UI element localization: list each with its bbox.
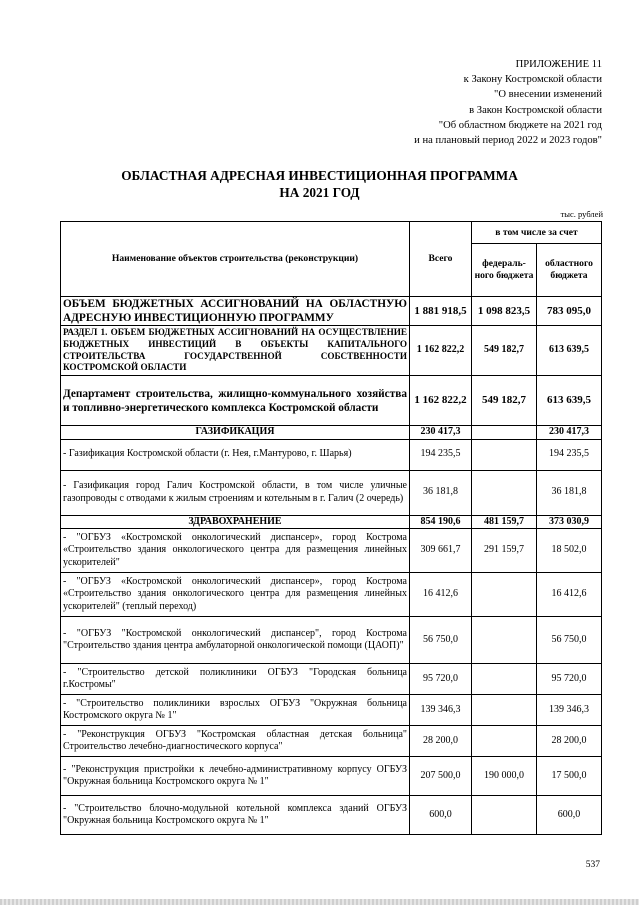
table-row	[61, 439, 602, 470]
row-name: - "Реконструкция ОГБУЗ "Костромская областная детская больница" Строительство лечебно-диагностического корпуса"	[61, 726, 410, 757]
row-regional: 139 346,3	[537, 695, 602, 726]
row-name: - Газификация город Галич Костромской области, в том числе уличные газопроводы с отводами к жилым строениям и котельным в г. Галич (2 очередь)	[61, 470, 410, 515]
row-federal	[472, 664, 537, 695]
title-line-1: ОБЛАСТНАЯ АДРЕСНАЯ ИНВЕСТИЦИОННАЯ ПРОГРАММА	[121, 168, 518, 183]
table-row	[61, 470, 602, 515]
row-total: 230 417,3	[410, 426, 472, 440]
row-name: - "Строительство детской поликлиники ОГБУЗ "Городская больница г.Костромы"	[61, 664, 410, 695]
row-federal: 190 000,0	[472, 757, 537, 796]
table-row-section	[61, 326, 602, 376]
row-name: - "Строительство блочно-модульной котельной комплекса зданий ОГБУЗ "Окружная больница Костромского округа № 1"	[61, 796, 410, 835]
row-federal: 549 182,7	[472, 376, 537, 426]
table-row	[61, 796, 602, 835]
row-name: ГАЗИФИКАЦИЯ	[61, 426, 410, 440]
page-number: 537	[585, 860, 600, 870]
table-row	[61, 664, 602, 695]
row-name: - "ОГБУЗ «Костромской онкологический диспансер», город Кострома «Строительство здания онкологического центра для размещения линейных ускорителей" (теплый переход)	[61, 573, 410, 617]
table-row-group	[61, 515, 602, 529]
row-regional: 95 720,0	[537, 664, 602, 695]
row-total: 207 500,0	[410, 757, 472, 796]
row-federal	[472, 573, 537, 617]
header-total: Всего	[410, 222, 472, 297]
row-total: 600,0	[410, 796, 472, 835]
header-regional: областного бюджета	[537, 244, 602, 297]
row-name: - "ОГБУЗ «Костромской онкологический диспансер», город Кострома «Строительство здания онкологического центра для размещения линейных ускорителей"	[61, 529, 410, 573]
row-federal: 291 159,7	[472, 529, 537, 573]
row-federal	[472, 695, 537, 726]
row-total: 309 661,7	[410, 529, 472, 573]
row-federal	[472, 439, 537, 470]
row-name: - "ОГБУЗ "Костромской онкологический диспансер", город Кострома "Строительство здания центра амбулаторной онкологической помощи (ЦАОП)"	[61, 617, 410, 664]
table-row	[61, 757, 602, 796]
row-total: 16 412,6	[410, 573, 472, 617]
table-row-department	[61, 376, 602, 426]
header-name: Наименование объектов строительства (реконструкции)	[61, 222, 410, 297]
row-regional: 600,0	[537, 796, 602, 835]
row-regional: 373 030,9	[537, 515, 602, 529]
appendix-line: "О внесении изменений	[494, 89, 602, 101]
row-total: 194 235,5	[410, 439, 472, 470]
row-total: 95 720,0	[410, 664, 472, 695]
row-total: 1 881 918,5	[410, 297, 472, 326]
header-federal: федераль-ного бюджета	[472, 244, 537, 297]
row-total: 854 190,6	[410, 515, 472, 529]
row-federal: 1 098 823,5	[472, 297, 537, 326]
row-name: - "Строительство поликлиники взрослых ОГБУЗ "Окружная больница Костромского округа № 1"	[61, 695, 410, 726]
row-regional: 28 200,0	[537, 726, 602, 757]
row-total: 28 200,0	[410, 726, 472, 757]
row-federal: 549 182,7	[472, 326, 537, 376]
row-federal	[472, 470, 537, 515]
row-regional: 17 500,0	[537, 757, 602, 796]
appendix-line: "Об областном бюджете на 2021 год	[438, 119, 602, 131]
row-total: 56 750,0	[410, 617, 472, 664]
table-row	[61, 529, 602, 573]
row-regional: 56 750,0	[537, 617, 602, 664]
row-total: 139 346,3	[410, 695, 472, 726]
table-row	[61, 695, 602, 726]
table-row-group	[61, 426, 602, 440]
units-label: тыс. рублей	[560, 209, 603, 219]
document-title	[0, 168, 639, 201]
appendix-line: ПРИЛОЖЕНИЕ 11	[515, 59, 602, 70]
row-regional: 613 639,5	[537, 376, 602, 426]
table-row	[61, 617, 602, 664]
table-row	[61, 726, 602, 757]
row-name: - Газификация Костромской области (г. Нея, г.Мантурово, г. Шарья)	[61, 439, 410, 470]
row-name: ЗДРАВОХРАНЕНИЕ	[61, 515, 410, 529]
row-regional: 16 412,6	[537, 573, 602, 617]
row-regional: 230 417,3	[537, 426, 602, 440]
appendix-line: и на плановый период 2022 и 2023 годов"	[414, 135, 602, 147]
row-federal	[472, 726, 537, 757]
table-row	[61, 573, 602, 617]
row-regional: 18 502,0	[537, 529, 602, 573]
investment-program-table	[60, 221, 602, 835]
appendix-line: к Закону Костромской области	[463, 74, 602, 86]
row-federal	[472, 617, 537, 664]
table-row-total	[61, 297, 602, 326]
row-name: РАЗДЕЛ 1. ОБЪЕМ БЮДЖЕТНЫХ АССИГНОВАНИЙ НА ОСУЩЕСТВЛЕНИЕ БЮДЖЕТНЫХ ИНВЕСТИЦИЙ В ОБЪЕКТЫ КАПИТАЛЬНОГО СТРОИТЕЛЬСТВА ГОСУДАРСТВЕННОЙ СОБСТВЕННОСТИ КОСТРОМСКОЙ ОБЛАСТИ	[61, 326, 410, 376]
row-name: - "Реконструкция пристройки к лечебно-административному корпусу ОГБУЗ "Окружная больница Костромского округа № 1"	[61, 757, 410, 796]
row-total: 1 162 822,2	[410, 376, 472, 426]
row-total: 36 181,8	[410, 470, 472, 515]
appendix-block	[342, 57, 602, 148]
row-total: 1 162 822,2	[410, 326, 472, 376]
row-federal	[472, 426, 537, 440]
scan-edge-strip	[0, 899, 639, 905]
row-name: Департамент строительства, жилищно-коммунального хозяйства и топливно-энергетического комплекса Костромской области	[61, 376, 410, 426]
title-line-2: НА 2021 ГОД	[279, 184, 360, 200]
row-federal	[472, 796, 537, 835]
row-name: ОБЪЕМ БЮДЖЕТНЫХ АССИГНОВАНИЙ НА ОБЛАСТНУЮ АДРЕСНУЮ ИНВЕСТИЦИОННУЮ ПРОГРАММУ	[61, 297, 410, 326]
appendix-line: в Закон Костромской области	[469, 104, 602, 116]
header-including: в том числе за счет	[472, 222, 602, 244]
row-federal: 481 159,7	[472, 515, 537, 529]
row-regional: 36 181,8	[537, 470, 602, 515]
row-regional: 194 235,5	[537, 439, 602, 470]
row-regional: 783 095,0	[537, 297, 602, 326]
row-regional: 613 639,5	[537, 326, 602, 376]
